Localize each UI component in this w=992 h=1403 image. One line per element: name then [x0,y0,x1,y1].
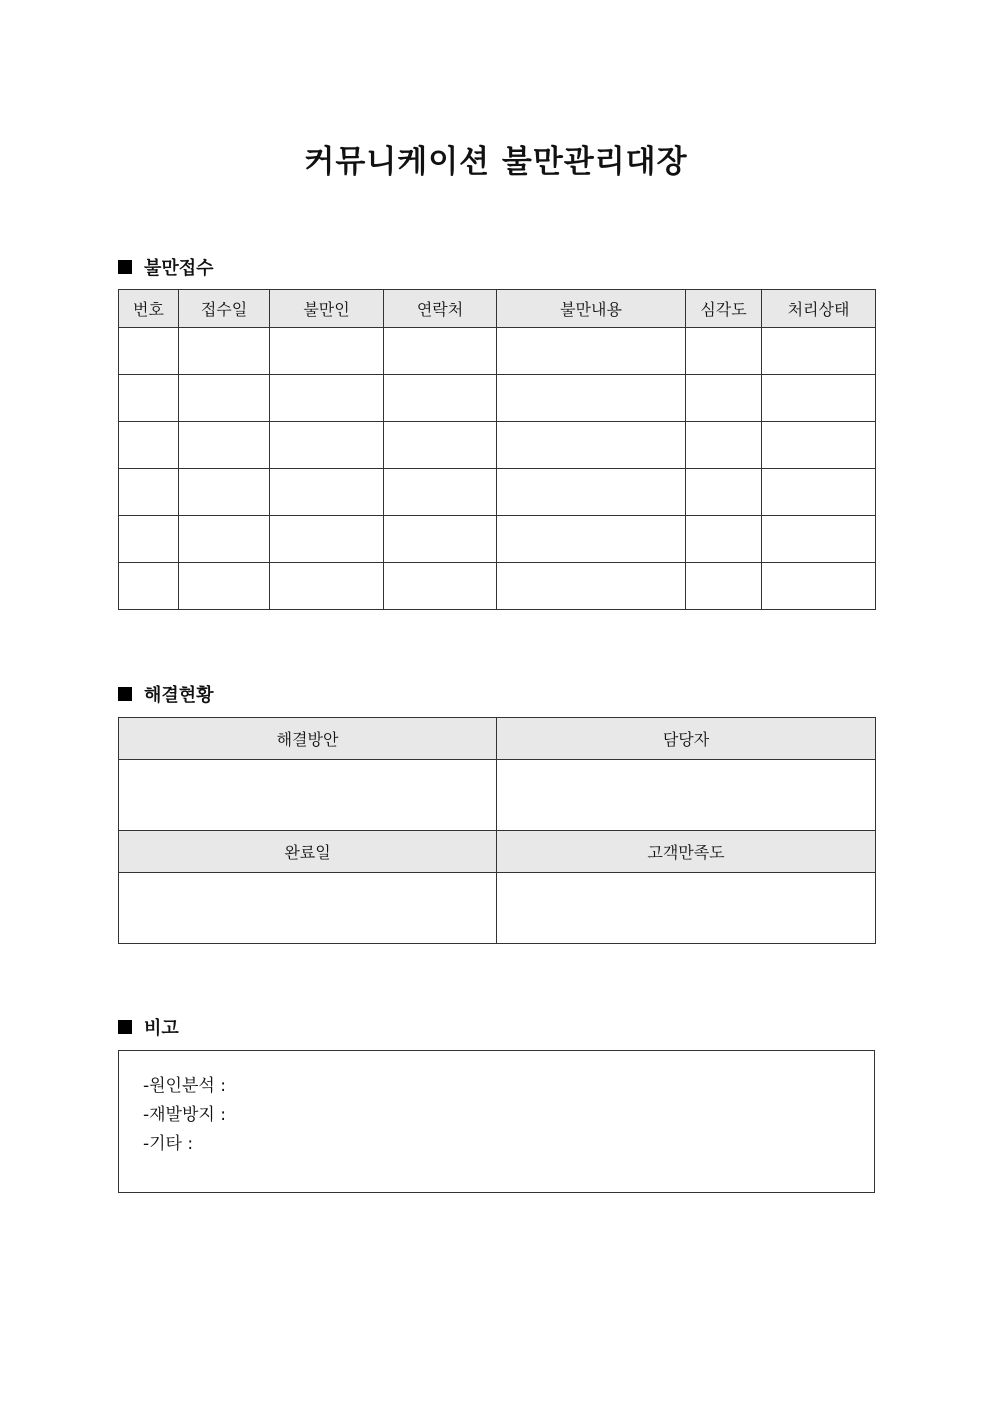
column-header-receipt-date: 접수일 [179,290,270,328]
table-cell[interactable] [497,375,686,422]
square-bullet-icon [118,260,132,274]
table-cell[interactable] [270,422,384,469]
remarks-section-title: 비고 [144,1018,179,1039]
table-row [119,516,876,563]
table-cell[interactable] [762,516,876,563]
table-cell[interactable] [119,469,179,516]
table-cell[interactable] [179,375,270,422]
table-cell[interactable] [497,516,686,563]
table-cell[interactable] [384,375,497,422]
remarks-cause-analysis: -원인분석 : [143,1076,226,1096]
complaint-table [118,289,876,610]
table-cell[interactable] [497,469,686,516]
table-cell[interactable] [762,375,876,422]
column-header-number: 번호 [119,290,179,328]
table-cell[interactable] [762,422,876,469]
table-cell[interactable] [686,563,762,610]
table-cell[interactable] [384,516,497,563]
complaint-section-heading [118,254,214,280]
remarks-section-heading [118,1014,179,1040]
table-row [119,563,876,610]
table-row [119,375,876,422]
table-cell[interactable] [119,516,179,563]
table-cell[interactable] [119,375,179,422]
table-cell[interactable] [179,469,270,516]
table-cell[interactable] [762,563,876,610]
table-cell[interactable] [686,516,762,563]
table-cell[interactable] [179,516,270,563]
column-header-complaint-content: 불만내용 [497,290,686,328]
column-header-complainant: 불만인 [270,290,384,328]
solution-label: 해결방안 [119,718,497,760]
resolution-value-row [119,760,876,831]
page-title: 커뮤니케이션 불만관리대장 [304,144,688,180]
table-cell[interactable] [119,328,179,375]
table-cell[interactable] [270,516,384,563]
completion-date-field[interactable] [119,873,497,944]
table-cell[interactable] [686,375,762,422]
table-cell[interactable] [384,422,497,469]
resolution-section-heading [118,681,214,707]
table-cell[interactable] [497,422,686,469]
owner-field[interactable] [497,760,876,831]
table-cell[interactable] [686,422,762,469]
table-cell[interactable] [119,422,179,469]
table-cell[interactable] [179,328,270,375]
table-cell[interactable] [179,563,270,610]
complaint-table-header-row [119,290,876,328]
square-bullet-icon [118,687,132,701]
table-cell[interactable] [762,469,876,516]
complaint-section-title: 불만접수 [144,258,214,279]
table-cell[interactable] [270,328,384,375]
column-header-contact: 연락처 [384,290,497,328]
table-cell[interactable] [270,563,384,610]
resolution-header-row [119,718,876,760]
resolution-value-row [119,873,876,944]
resolution-table [118,717,876,944]
table-row [119,469,876,516]
solution-field[interactable] [119,760,497,831]
table-cell[interactable] [497,328,686,375]
owner-label: 담당자 [497,718,876,760]
table-cell[interactable] [384,469,497,516]
column-header-severity: 심각도 [686,290,762,328]
remarks-recurrence-prevention: -재발방지 : [143,1105,226,1125]
satisfaction-label: 고객만족도 [497,831,876,873]
column-header-status: 처리상태 [762,290,876,328]
table-cell[interactable] [762,328,876,375]
table-cell[interactable] [686,328,762,375]
table-row [119,422,876,469]
table-cell[interactable] [384,328,497,375]
remarks-box[interactable] [118,1050,875,1193]
square-bullet-icon [118,1020,132,1034]
table-cell[interactable] [119,563,179,610]
resolution-header-row [119,831,876,873]
resolution-section-title: 해결현황 [144,685,214,706]
table-row [119,328,876,375]
table-cell[interactable] [179,422,270,469]
table-cell[interactable] [384,563,497,610]
completion-date-label: 완료일 [119,831,497,873]
table-cell[interactable] [686,469,762,516]
table-cell[interactable] [270,469,384,516]
remarks-other: -기타 : [143,1134,194,1154]
table-cell[interactable] [497,563,686,610]
table-cell[interactable] [270,375,384,422]
satisfaction-field[interactable] [497,873,876,944]
